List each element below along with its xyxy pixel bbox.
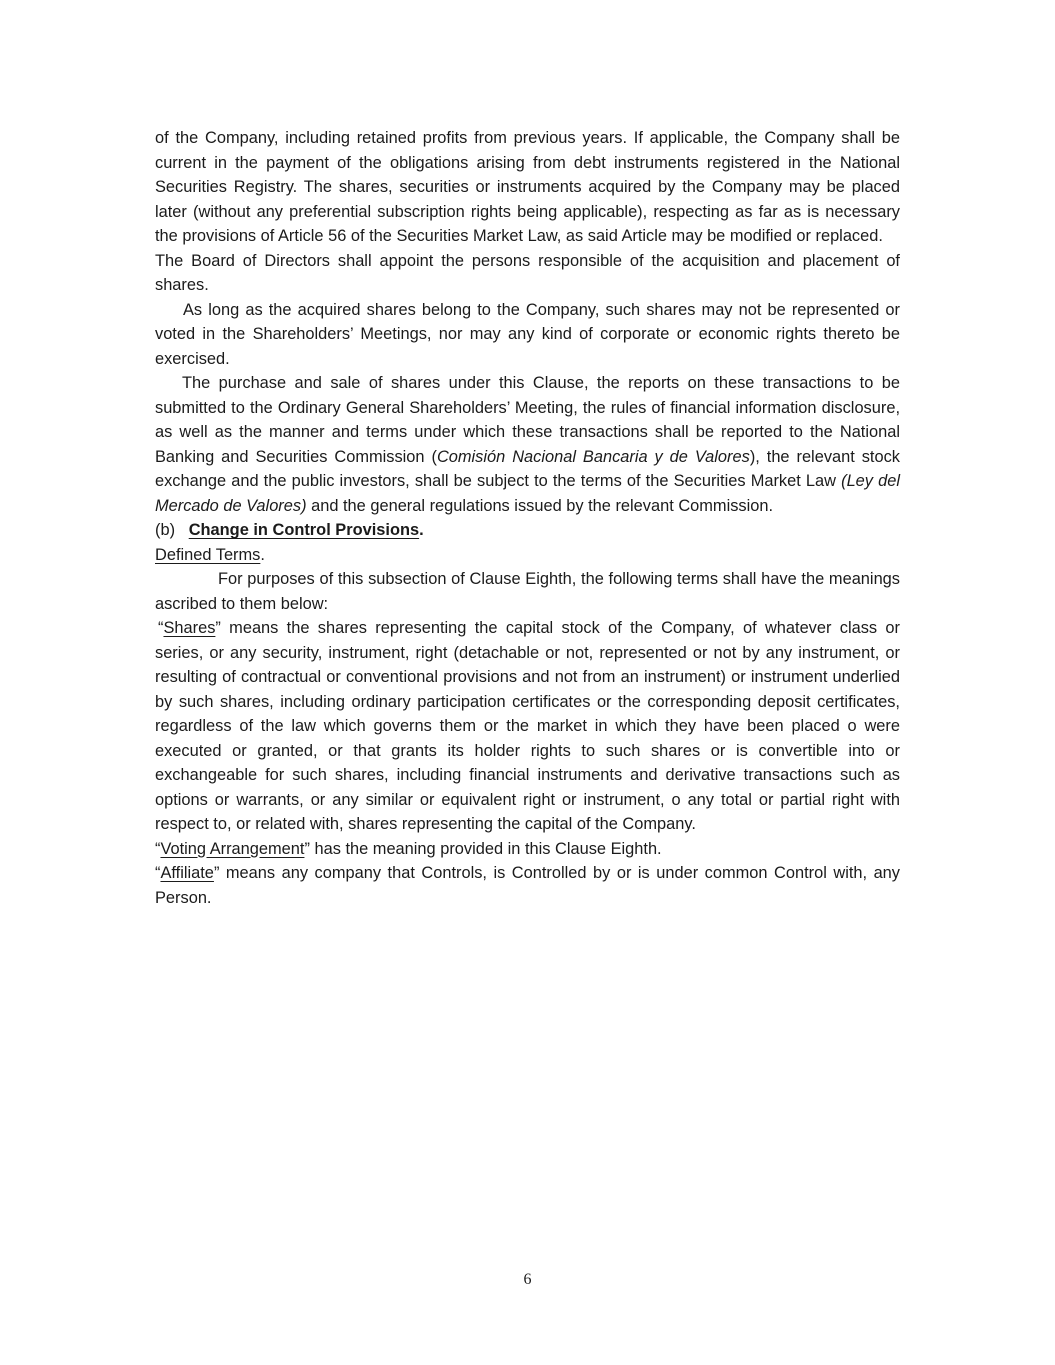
heading-change-in-control-provisions: [155, 518, 900, 543]
paragraph-continuation: [155, 126, 900, 249]
document-body: [155, 126, 900, 910]
text-run: .: [260, 545, 265, 564]
paragraph-for-purposes: [155, 567, 900, 616]
paragraph-purchase-sale: [155, 371, 900, 518]
text-run: (Ley del Mercado de Valores): [155, 472, 900, 515]
heading-defined-terms: [155, 543, 900, 568]
text-run: and the general regulations issued by the relevant Commission.: [306, 496, 774, 515]
text-run: “: [158, 619, 164, 637]
text-run: “: [155, 839, 161, 858]
text-run: Change in Control Provisions: [188, 521, 420, 539]
text-run: “: [155, 864, 161, 882]
text-run: of the Company, including retained profits from previous years. If applicable, the Company shall be current in the payment of the obligations arising from debt instruments registered in the National Securities Registry. The shares, securities or instruments acquired by the Company may be placed later (without any preferential subscription rights being applicable), respecting as far as is necessary the provisions of Article 56 of the Securities Market Law, as said Article may be modified or replaced.: [155, 129, 900, 245]
text-run: (b): [155, 521, 189, 539]
text-run: Affiliate: [160, 864, 214, 882]
text-run: Comisión Nacional Bancaria y de Valores: [436, 447, 750, 466]
paragraph-board-of-directors: [155, 249, 900, 298]
text-run: Shares: [163, 619, 216, 637]
paragraph-acquired-shares: [155, 298, 900, 372]
text-run: ” means the shares representing the capital stock of the Company, of whatever class or series, or any security, instrument, right (detachable or not, represented or not by any instrument, or resulting of contractual or conventional provisions and not from an instrument) or instrument underlied by such shares, including ordinary participation certificates or the corresponding deposit certificates, regardless of the law which governs them or the market in which they have been placed o were executed or granted, or that grants its holder rights to such shares or is convertible into or exchangeable for such shares, including financial instruments and derivative transactions such as options or warrants, or any similar or equivalent right or instrument, o any total or partial right with respect to, or related with, shares representing the capital of the Company.: [155, 619, 900, 833]
text-run: The Board of Directors shall appoint the persons responsible of the acquisition and placement of shares.: [155, 251, 900, 294]
page-number: 6: [523, 1271, 532, 1288]
paragraph-definition-affiliate: [155, 861, 900, 910]
paragraph-definition-shares: [155, 616, 900, 837]
text-run: As long as the acquired shares belong to the Company, such shares may not be represented or voted in the Shareholders’ Meetings, nor may any kind of corporate or economic rights thereto be exercised.: [155, 300, 900, 368]
text-run: ” has the meaning provided in this Clause Eighth.: [304, 839, 662, 858]
text-run: The purchase and sale of shares under this Clause, the reports on these transactions to be submitted to the Ordinary General Shareholders’ Meeting, the rules of financial information disclosure, as well as the manner and terms under which these transactions shall be reported to the National Banking and Securities Commission (: [155, 374, 900, 466]
text-run: .: [419, 521, 424, 539]
paragraph-definition-voting-arrangement: [155, 837, 900, 862]
text-run: Voting Arrangement: [160, 839, 305, 858]
text-run: ), the relevant stock exchange and the public investors, shall be subject to the terms of the Securities Market Law: [155, 447, 900, 490]
text-run: For purposes of this subsection of Clause Eighth, the following terms shall have the meanings ascribed to them below:: [155, 570, 900, 613]
text-run: Defined Terms: [155, 545, 261, 564]
text-run: ” means any company that Controls, is Controlled by or is under common Control with, any Person.: [155, 864, 900, 907]
